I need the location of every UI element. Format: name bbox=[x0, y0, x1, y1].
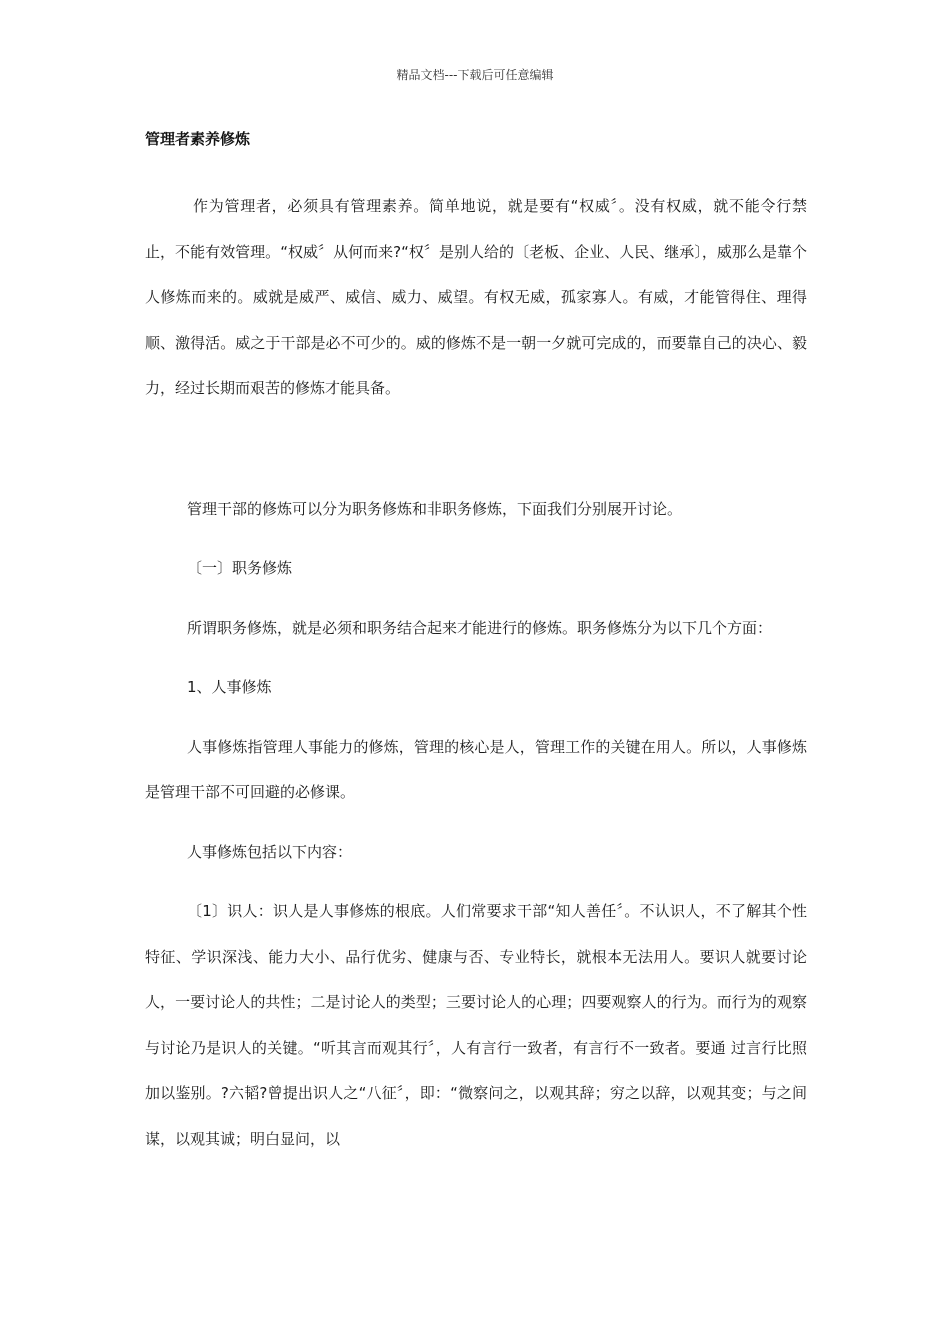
spacer bbox=[145, 412, 807, 487]
spacer bbox=[145, 711, 807, 725]
document-title: 管理者素养修炼 bbox=[145, 130, 251, 148]
spacer bbox=[145, 532, 807, 546]
paragraph-knowing-people: 〔1〕识人：识人是人事修炼的根底。人们常要求干部“知人善任〞。不认识人，不了解其个性特征、学识深浅、能力大小、品行优劣、健康与否、专业特长，就根本无法用人。要识人就要讨论人，一要讨论人的共性；二是讨论人的类型；三要讨论人的心理；四要观察人的行为。而行为的观察与讨论乃是识人的关键。“听其言而观其行〞，人有言行一致者，有言行不一致者。要通 过言行比照加以鉴别。?六韬?曾提出识人之“八征〞，即：“微察问之，以观其辞；穷之以辞，以观其变；与之间谋，以观其诚；明白显问，以 bbox=[145, 902, 807, 1148]
spacer bbox=[145, 816, 807, 830]
section-heading-job-cultivation: 〔一〕职务修炼 bbox=[187, 559, 293, 577]
subheading-personnel-cultivation: 1、人事修炼 bbox=[187, 678, 272, 696]
spacer bbox=[145, 875, 807, 889]
paragraph-job-cultivation: 所谓职务修炼，就是必须和职务结合起来才能进行的修炼。职务修炼分为以下几个方面： bbox=[187, 618, 773, 637]
paragraph-intro: 作为管理者，必须具有管理素养。简单地说，就是要有“权威〞。没有权威，就不能令行禁止，不能有效管理。“权威〞从何而来?“权〞是别人给的〔老板、企业、人民、继承〕，威那么是靠个人修炼而来的。威就是威严、威信、威力、威望。有权无威，孤家寡人。有威，才能管得住、理得顺、激得活。威之于干部是必不可少的。威的修炼不是一朝一夕就可完成的，而要靠自己的决心、毅力，经过长期而艰苦的修炼才能具备。 bbox=[145, 197, 807, 397]
paragraph-overview: 管理干部的修炼可以分为职务修炼和非职务修炼，下面我们分别展开讨论。 bbox=[187, 499, 683, 518]
spacer bbox=[145, 592, 807, 606]
paragraph-personnel-contents: 人事修炼包括以下内容： bbox=[187, 842, 353, 861]
document-body bbox=[145, 184, 807, 1162]
page-header-note: 精品文档---下载后可任意编辑 bbox=[396, 68, 554, 82]
spacer bbox=[145, 651, 807, 665]
paragraph-personnel-definition: 人事修炼指管理人事能力的修炼，管理的核心是人，管理工作的关键在用人。所以，人事修炼是管理干部不可回避的必修课。 bbox=[145, 737, 807, 801]
